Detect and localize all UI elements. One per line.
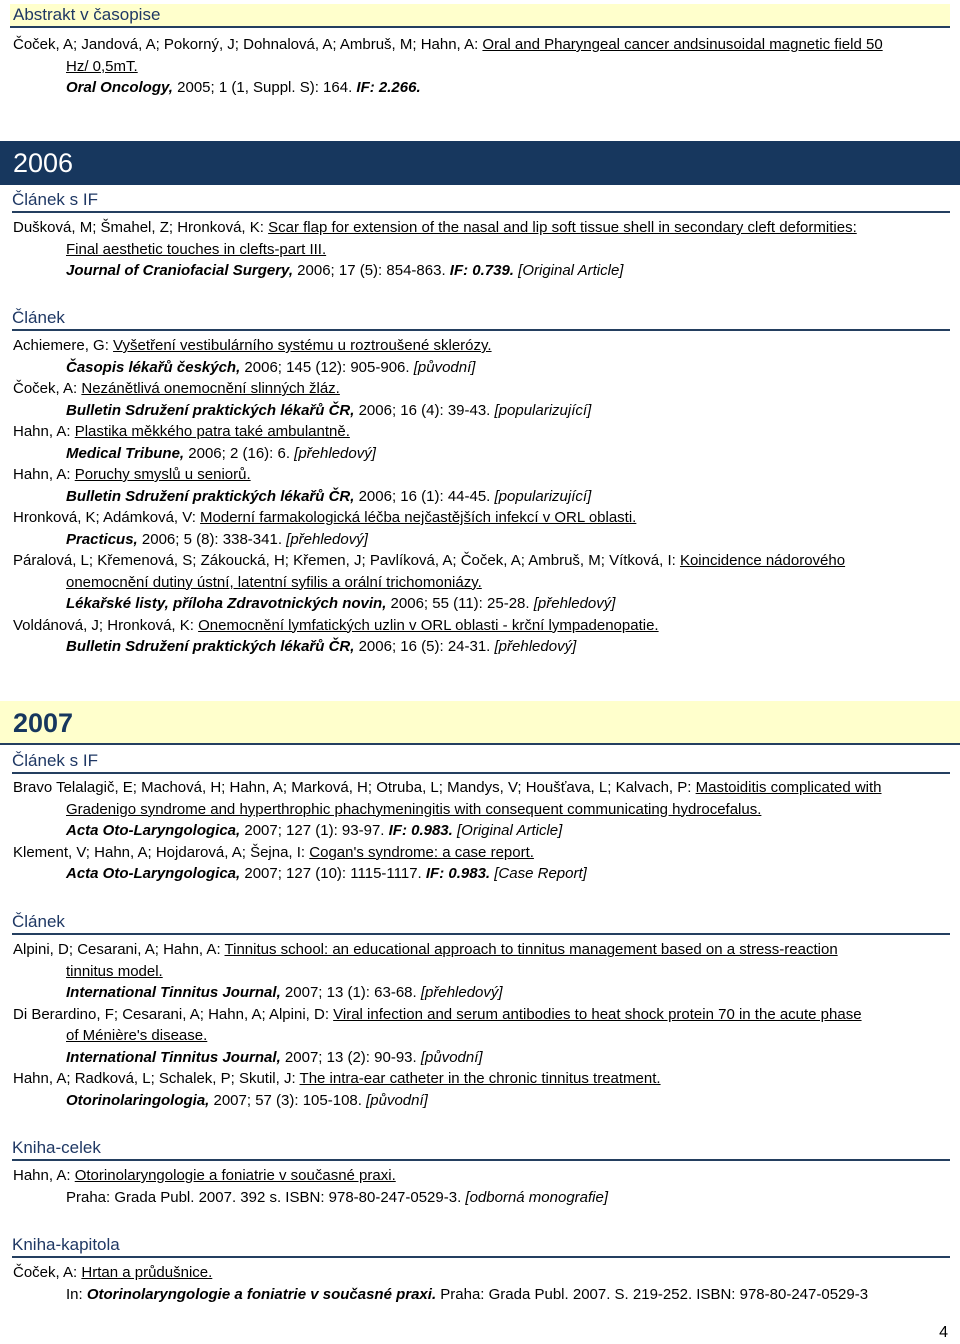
article-type-tag: [popularizující]	[494, 401, 592, 419]
article-type-tag: [přehledový]	[533, 595, 616, 612]
citation-journal: International Tinnitus Journal,	[66, 984, 281, 1001]
section-heading-kniha-kapitola: Kniha-kapitola	[12, 1234, 950, 1258]
citation-authors: Čoček, A:	[13, 1264, 82, 1281]
section-heading-clanek: Článek	[12, 911, 950, 935]
article-type-tag: [přehledový]	[420, 984, 503, 1001]
article-type-tag: [Original Article]	[513, 262, 624, 279]
citation-authors: Hahn, A; Radková, L; Schalek, P; Skutil, J:	[13, 1070, 300, 1087]
article-type-tag: [odborná monografie]	[465, 1188, 609, 1206]
citation-journal: Otorinolaringologia,	[66, 1091, 210, 1109]
citation-title-link[interactable]: Onemocnění lymfatických uzlin v ORL oblasti - krční lympadenopatie.	[198, 616, 659, 634]
citation-title-link[interactable]: onemocnění dutiny ústní, latentní syfilis a orální trichomoniázy.	[66, 573, 482, 591]
section-heading-abstrakt: Abstrakt v časopise	[10, 4, 950, 28]
citation-details: 2006; 2 (16): 6.	[184, 444, 295, 462]
citation-entry	[13, 842, 948, 885]
section-heading-clanek: Článek	[12, 307, 950, 331]
section-heading-clanek-s-if: Článek s IF	[12, 750, 950, 774]
citation-details: 2006; 16 (4): 39-43.	[354, 401, 495, 419]
citation-details: 2006; 17 (5): 854-863.	[293, 262, 450, 279]
citation-title-link[interactable]: Moderní farmakologická léčba nejčastějších infekcí v ORL oblasti.	[200, 509, 637, 526]
article-type-tag: [popularizující]	[494, 487, 592, 505]
citation-entry	[13, 615, 948, 658]
citation-entry	[13, 777, 948, 842]
citation-authors: Páralová, L; Křemenová, S; Zákoucká, H; Křemen, J; Pavlíková, A; Čoček, A; Ambruš, M; Vítková, I:	[13, 552, 680, 569]
article-type-tag: [původní]	[420, 1048, 483, 1066]
citation-title-link[interactable]: Gradenigo syndrome and hyperthrophic phachymeningitis with consequent communicating hydrocefalus.	[66, 800, 762, 818]
citation-entry	[13, 335, 948, 378]
citation-details: 2006; 5 (8): 338-341.	[137, 530, 287, 548]
citation-entry	[13, 34, 948, 99]
citation-journal: Bulletin Sdružení praktických lékařů ČR,	[66, 638, 355, 655]
citation-journal: Lékařské listy, příloha Zdravotnických novin,	[66, 595, 387, 612]
citation-details: 2007; 57 (3): 105-108.	[209, 1091, 367, 1109]
citation-authors: Hahn, A:	[13, 1167, 75, 1184]
impact-factor: IF: 0.983.	[388, 822, 453, 839]
citation-title-link[interactable]: of Ménière's disease.	[66, 1027, 208, 1044]
citation-details: 2006; 145 (12): 905-906.	[240, 358, 414, 376]
citation-details: 2006; 55 (11): 25-28.	[386, 595, 534, 612]
article-type-tag: [původní]	[413, 358, 476, 376]
citation-authors: Hahn, A:	[13, 423, 75, 440]
article-type-tag: [přehledový]	[494, 638, 577, 655]
citation-details: Praha: Grada Publ. 2007. 392 s. ISBN: 978-80-247-0529-3.	[66, 1188, 466, 1206]
citation-details: Praha: Grada Publ. 2007. S. 219-252. ISBN: 978-80-247-0529-3	[436, 1285, 869, 1303]
citation-list	[13, 777, 948, 885]
citation-title-link[interactable]: Viral infection and serum antibodies to heat shock protein 70 in the acute phase	[333, 1005, 862, 1023]
impact-factor: IF: 2.266.	[356, 79, 421, 96]
article-type-tag: [původní]	[366, 1091, 428, 1109]
citation-authors: Di Berardino, F; Cesarani, A; Hahn, A; Alpini, D:	[13, 1005, 334, 1023]
citation-list	[13, 939, 948, 1111]
impact-factor: IF: 0.739.	[449, 262, 514, 279]
article-type-tag: [Original Article]	[452, 822, 563, 839]
citation-journal: Acta Oto-Laryngologica,	[66, 865, 241, 882]
citation-journal: Medical Tribune,	[66, 444, 185, 462]
citation-title-link[interactable]: The intra-ear catheter in the chronic tinnitus treatment.	[299, 1070, 661, 1087]
citation-entry	[13, 378, 948, 421]
citation-entry	[13, 1004, 948, 1069]
citation-journal: Journal of Craniofacial Surgery,	[66, 262, 293, 279]
citation-journal: Bulletin Sdružení praktických lékařů ČR,	[66, 401, 355, 419]
citation-authors: Hronková, K; Adámková, V:	[13, 509, 201, 526]
citation-entry	[13, 464, 948, 507]
citation-authors: Klement, V; Hahn, A; Hojdarová, A; Šejna, I:	[13, 843, 310, 861]
citation-title-link[interactable]: Mastoiditis complicated with	[695, 779, 882, 796]
citation-title-link[interactable]: Final aesthetic touches in clefts-part III.	[66, 240, 327, 258]
citation-authors: Alpini, D; Cesarani, A; Hahn, A:	[13, 941, 225, 958]
citation-details: 2007; 127 (1): 93-97.	[240, 822, 389, 839]
citation-journal: Oral Oncology,	[66, 79, 173, 96]
citation-details: 2007; 13 (1): 63-68.	[280, 984, 421, 1001]
year-banner-2006: 2006	[0, 141, 960, 185]
citation-authors: Čoček, A:	[13, 380, 82, 397]
citation-journal: Časopis lékařů českých,	[66, 358, 241, 376]
citation-authors: Voldánová, J; Hronková, K:	[13, 616, 199, 634]
citation-title-link[interactable]: Scar flap for extension of the nasal and lip soft tissue shell in secondary cleft deformities:	[268, 219, 857, 236]
citation-details: 2006; 16 (1): 44-45.	[354, 487, 495, 505]
citation-title-link[interactable]: Cogan's syndrome: a case report.	[309, 843, 534, 861]
citation-title-link[interactable]: Poruchy smyslů u seniorů.	[74, 466, 251, 483]
citation-entry	[13, 421, 948, 464]
impact-factor: IF: 0.983.	[425, 865, 491, 882]
citation-journal: Acta Oto-Laryngologica,	[66, 822, 241, 839]
citation-title-link[interactable]: Otorinolaryngologie a foniatrie v současné praxi.	[74, 1167, 396, 1184]
citation-title-link[interactable]: Oral and Pharyngeal cancer andsinusoidal magnetic field 50	[482, 36, 883, 53]
book-title: Otorinolaryngologie a foniatrie v současné praxi.	[86, 1285, 437, 1303]
citation-journal: International Tinnitus Journal,	[66, 1048, 281, 1066]
citation-details: 2007; 127 (10): 1115-1117.	[240, 865, 426, 882]
citation-authors: Achiemere, G:	[13, 337, 114, 354]
citation-title-link[interactable]: Hz/ 0,5mT.	[66, 57, 138, 75]
citation-authors: Čoček, A; Jandová, A; Pokorný, J; Dohnalová, A; Ambruš, M; Hahn, A:	[13, 36, 483, 53]
article-type-tag: [přehledový]	[286, 530, 368, 548]
citation-title-link[interactable]: tinnitus model.	[66, 962, 163, 980]
citation-list	[13, 335, 948, 658]
citation-authors: Hahn, A:	[13, 466, 75, 483]
citation-entry	[13, 217, 948, 282]
article-type-tag: [přehledový]	[294, 444, 376, 462]
citation-entry	[13, 1165, 948, 1208]
year-banner-2007: 2007	[0, 701, 960, 745]
citation-title-link[interactable]: Nezánětlivá onemocnění slinných žláz.	[81, 380, 340, 397]
article-type-tag: [Case Report]	[490, 865, 587, 882]
citation-title-link[interactable]: Tinnitus school: an educational approach to tinnitus management based on a stress-reaction	[224, 941, 838, 958]
citation-entry	[13, 1262, 948, 1305]
citation-entry	[13, 1068, 948, 1111]
section-heading-kniha-celek: Kniha-celek	[12, 1137, 950, 1161]
citation-title-link[interactable]: Koincidence nádorového	[679, 552, 846, 569]
citation-entry	[13, 939, 948, 1004]
citation-details: 2006; 16 (5): 24-31.	[354, 638, 495, 655]
page-number: 4	[939, 1324, 948, 1341]
section-heading-clanek-s-if: Článek s IF	[12, 189, 950, 213]
citation-prefix: In:	[66, 1285, 87, 1303]
citation-authors: Bravo Telalagič, E; Machová, H; Hahn, A; Marková, H; Otruba, L; Mandys, V; Houšťava, L; Kalvach, P:	[13, 779, 696, 796]
citation-title-link[interactable]: Plastika měkkého patra také ambulantně.	[74, 423, 350, 440]
citation-title-link[interactable]: Vyšetření vestibulárního systému u roztroušené sklerózy.	[113, 337, 492, 354]
citation-entry	[13, 550, 948, 615]
citation-details: 2005; 1 (1, Suppl. S): 164.	[172, 79, 357, 96]
citation-authors: Dušková, M; Šmahel, Z; Hronková, K:	[13, 219, 269, 236]
citation-entry	[13, 507, 948, 550]
citation-details: 2007; 13 (2): 90-93.	[280, 1048, 421, 1066]
citation-journal: Practicus,	[66, 530, 138, 548]
citation-title-link[interactable]: Hrtan a průdušnice.	[81, 1264, 213, 1281]
citation-journal: Bulletin Sdružení praktických lékařů ČR,	[66, 487, 355, 505]
